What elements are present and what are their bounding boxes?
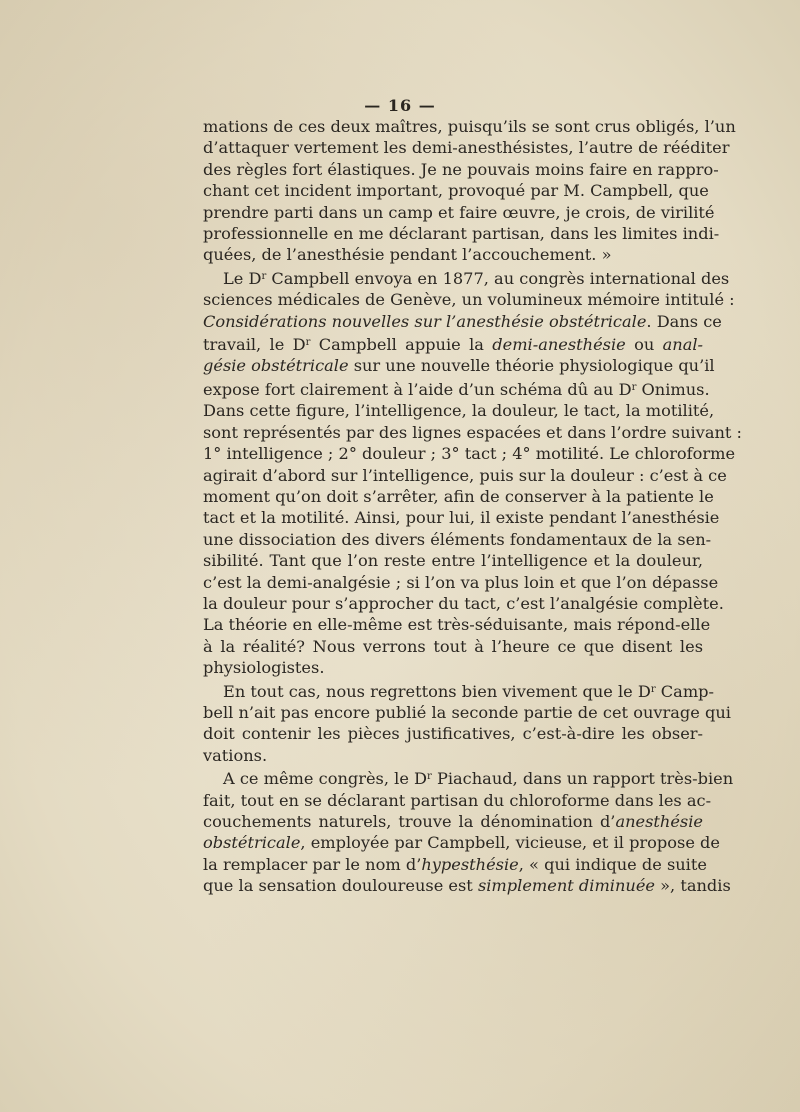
text-line: En tout cas, nous regrettons bien vivement que le $D^r$ Camp- [223,681,715,701]
text-line: gésie obstétricale sur une nouvelle théorie physiologique qu’il [203,356,715,376]
italic-term: anesthésie [615,812,703,831]
text-line: expose fort clairement à l’aide d’un schéma dû au $D^r$ Onimus. [203,379,710,399]
text-line: Le $D^r$ Campbell envoya en 1877, au congrès international des [223,268,730,288]
text-line: physiologistes. [203,658,325,678]
text-line: c’est la demi-analgésie ; si l’on va plus loin et que l’on dépasse [203,572,719,592]
superscript: r [305,337,311,349]
text-line: tact et la motilité. Ainsi, pour lui, il existe pendant l’anesthésie [203,508,720,528]
text-line: quées, de l’anesthésie pendant l’accouchement. » [203,245,612,265]
text-line: des règles fort élastiques. Je ne pouvais moins faire en rappro- [203,159,719,179]
italic-term: gésie obstétricale [203,356,349,376]
text-line: sibilité. Tant que l’on reste entre l’intelligence et la douleur, [203,551,703,571]
text-line: obstétricale, employée par Campbell, vicieuse, et il propose de [203,833,721,853]
superscript: r [631,381,637,393]
text-line: bell n’ait pas encore publié la seconde partie de cet ouvrage qui [203,702,731,722]
text-line: Dans cette figure, l’intelligence, la douleur, le tact, la motilité, [203,401,715,421]
text-line: travail, le $D^r$ Campbell appuie la demi-anesthésie ou anal- [203,335,704,355]
italic-term: demi-anesthésie [492,335,626,355]
text-line: agirait d’abord sur l’intelligence, puis sur la douleur : c’est à ce [203,465,727,485]
text-line: la remplacer par le nom d’hypesthésie, « qui indique de suite [203,854,707,874]
text-line: que la sensation douloureuse est simplement diminuée », tandis [203,876,731,896]
italic-term: hypesthésie [421,854,519,874]
italic-title: Considérations nouvelles sur l’anesthésie obstétricale [203,311,647,331]
text-line: doit contenir les pièces justificatives, c’est-à-dire les obser- [203,724,703,744]
italic-term: obstétricale [203,833,301,853]
text-line: professionnelle en me déclarant partisan, dans les limites indi- [203,224,720,244]
italic-term: simplement diminuée [477,876,655,896]
text-line: A ce même congrès, le $D^r$ Piachaud, dans un rapport très-bien [223,769,734,789]
text-line: sciences médicales de Genève, un volumineux mémoire intitulé : [203,290,735,310]
text-line: chant cet incident important, provoqué par M. Campbell, que [203,181,709,201]
superscript: r [427,771,432,783]
italic-term: anal- [662,335,704,355]
text-line: fait, tout en se déclarant partisan du chloroforme dans les ac- [203,790,712,810]
text-line: vations. [203,745,268,765]
text-line: 1° intelligence ; 2° douleur ; 3° tact ; 4° motilité. Le chloroforme [203,444,736,464]
text-line: prendre parti dans un camp et faire œuvre, je crois, de virilité [203,202,715,222]
text-line: moment qu’on doit s’arrêter, afin de conserver à la patiente le [203,486,714,506]
page-number: — 16 — [364,96,436,115]
superscript: r [650,683,656,695]
text-line: couchements naturels, trouve la dénomination d’anesthésie [203,812,703,831]
text-line: La théorie en elle-même est très-séduisante, mais répond-elle [203,615,711,635]
text-line: à la réalité? Nous verrons tout à l’heure ce que disent les [203,636,703,656]
text-line: d’attaquer vertement les demi-anesthésistes, l’autre de rééditer [203,138,730,158]
text-line: une dissociation des divers éléments fondamentaux de la sen- [203,529,712,549]
text-line: mations de ces deux maîtres, puisqu’ils se sont crus obligés, l’un [203,117,736,136]
superscript: r [261,270,267,282]
text-line: sont représentés par des lignes espacées et dans l’ordre suivant : [203,422,743,442]
text-line: Considérations nouvelles sur l’anesthésie obstétricale. Dans ce [203,311,722,331]
text-line: la douleur pour s’approcher du tact, c’est l’analgésie complète. [203,593,724,613]
body-text [203,116,743,897]
